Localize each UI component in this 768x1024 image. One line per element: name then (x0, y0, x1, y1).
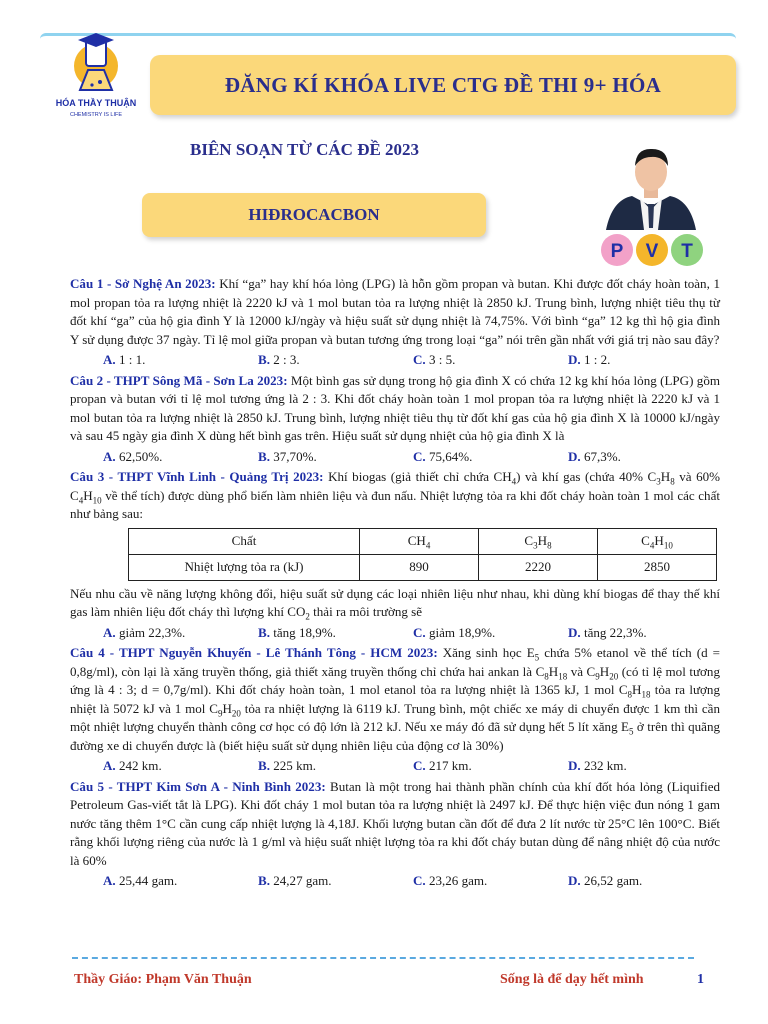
subtitle: BIÊN SOẠN TỪ CÁC ĐỀ 2023 (190, 140, 420, 159)
footer-motto: Sống là để dạy hết mình (500, 972, 644, 987)
table-cell: 890 (360, 554, 479, 580)
question-5-body: Butan là một trong hai thành phần chính của khí đốt hóa lỏng (Liquified Petroleum Gas-viết tắt là LPG). Khi đốt cháy 1 mol butan tỏa ra lượng nhiệt là 2497 kJ. Để thực hiện việc đun nóng 1 gam nước tăng thêm 1°C cần cung cấp nhiệt lượng là 4,18J. Khối lượng butan cần đốt để đưa 2 lít nước từ 25°C lên 100°C. Biết rằng khối lượng riêng của nước là 1 g/ml và hiệu suất nhiệt lượng tỏa ra khi đốt cháy butan dùng để nâng nhiệt độ của nước là 60% (70, 778, 721, 868)
question-2-options (70, 448, 720, 467)
option-d[interactable]: D. 1 : 2. (568, 352, 611, 367)
topic-banner (142, 193, 486, 237)
table-cell: 2850 (598, 554, 717, 580)
table-header-c4h10: $C_4H_{10}$ (598, 528, 717, 554)
table-header-c3h8: $C_3H_8$ (479, 528, 598, 554)
footer-teacher: Thầy Giáo: Phạm Văn Thuận (74, 972, 252, 987)
header-rule (40, 33, 736, 46)
option-c[interactable]: C. giảm 18,9%. (413, 624, 496, 640)
option-c[interactable]: C. 23,26 gam. (413, 873, 488, 888)
option-b[interactable]: B. tăng 18,9%. (258, 624, 336, 640)
course-banner (150, 55, 736, 115)
option-a[interactable]: A. 242 km. (103, 758, 162, 773)
question-2-heading: Câu 2 - THPT Sông Mã - Sơn La 2023: (70, 372, 288, 388)
option-b[interactable]: B. 24,27 gam. (258, 873, 332, 888)
question-4-options (70, 757, 720, 776)
question-2 (70, 372, 720, 446)
teacher-portrait-icon (602, 140, 700, 230)
footer-divider (72, 957, 694, 959)
logo-text: HÓA THẦY THUẬN (55, 98, 137, 108)
question-1-options (70, 351, 720, 370)
option-c[interactable]: C. 3 : 5. (413, 352, 456, 367)
question-5-heading: Câu 5 - THPT Kim Sơn A - Ninh Bình 2023: (70, 778, 326, 794)
option-a[interactable]: A. giảm 22,3%. (103, 624, 186, 640)
option-c[interactable]: C. 217 km. (413, 758, 472, 773)
table-cell: 2220 (479, 554, 598, 580)
questions (70, 275, 720, 893)
banner-text: ĐĂNG KÍ KHÓA LIVE CTG ĐỀ THI 9+ HÓA (224, 72, 662, 97)
option-b[interactable]: B. 2 : 3. (258, 352, 300, 367)
question-3-continuation: Nếu nhu cầu về năng lượng không đổi, hiệu suất sử dụng các loại nhiên liệu như nhau, khi dùng khí biogas để thay thế khí gas làm nhiên liệu đốt cháy thì lượng khí $CO_2$ thải ra môi trường sẽ (70, 585, 720, 622)
table-header-ch4: $CH_4$ (360, 528, 479, 554)
badge-p: P (610, 241, 624, 262)
question-3: Câu 3 - THPT Vĩnh Linh - Quảng Trị 2023: Khí biogas (giả thiết chỉ chứa $CH_4$) và khí gas (chứa 40% $C_3H_8$ và 60% $C_4H_{10}$ về thể tích) được dùng phổ biến làm nhiên liệu và đun nấu. Nhiệt lượng tỏa ra khi đốt cháy hoàn toàn 1 mol các chất như bảng sau: (70, 469, 720, 521)
question-5 (70, 778, 720, 871)
option-c[interactable]: C. 75,64%. (413, 448, 473, 464)
logo-icon (48, 30, 144, 122)
question-3-options (70, 624, 720, 643)
table-row-label: Nhiệt lượng tỏa ra (kJ) (129, 554, 360, 580)
question-2-body: Một bình gas sử dụng trong hộ gia đình X có chứa 12 kg khí hóa lỏng (LPG) gồm propan và butan với tỉ lệ mol tương ứng là 2 : 3. Khi đốt cháy hoàn toàn 1 mol propan tỏa ra lượng nhiệt là 2220 kJ và 1 mol butan tỏa ra lượng nhiệt là 2850 kJ. Trung bình, lượng nhiệt tiêu thụ từ đốt khí gas của hộ gia đình X là 10000 kJ/ngày và sau 45 ngày gia đình X dùng hết bình gas trên. Hiệu suất sử dụng nhiệt của hộ gia đình X là (70, 372, 721, 443)
badge-v: V (645, 241, 659, 262)
option-d[interactable]: D. tăng 22,3%. (568, 624, 647, 640)
question-1-body: Khí “ga” hay khí hóa lỏng (LPG) là hỗn gồm propan và butan. Khi được đốt cháy hoàn toàn, 1 mol propan tỏa ra lượng nhiệt là 2220 kJ và 1 mol butan tỏa ra lượng nhiệt là 2850 kJ. Trung bình, lượng nhiệt tiêu thụ từ đốt khí “ga” của hộ gia đình Y là 12000 kJ/ngày và hiệu suất sử dụng nhiệt là 74,75%. Với bình “ga” 12 kg thì hộ gia đình Y sử dụng được 37 ngày. Tỉ lệ mol giữa propan và butan tương ứng trong loại “ga” nói trên gần nhất với giá trị nào sau đây? (70, 276, 720, 347)
badge-t: T (681, 241, 693, 262)
question-3-heading: Câu 3 - THPT Vĩnh Linh - Quảng Trị 2023: (70, 469, 324, 484)
question-5-options (70, 872, 720, 891)
question-4: Câu 4 - THPT Nguyễn Khuyến - Lê Thánh Tông - HCM 2023: Xăng sinh học $E_5$ chứa 5% etanol về thể tích (d = 0,8g/ml), còn lại là xăng truyền thống, giả thiết xăng truyền thống chỉ chứa hai ankan là $C_8H_{18}$ và $C_9H_{20}$ (có tỉ lệ mol tương ứng là 4 : 3; d = 0,7g/ml). Khi đốt cháy hoàn toàn, 1 mol etanol tỏa ra lượng nhiệt là 1365 kJ, 1 mol $C_8H_{18}$ tỏa ra lượng nhiệt là 5072 kJ và 1 mol $C_9H_{20}$ tỏa ra nhiệt lượng là 6119 kJ. Trung bình, một chiếc xe máy di chuyển được 1 km thì cần một nhiệt lượng chuyển thành công cơ học có độ lớn là 212 kJ. Nếu xe máy đó đã sử dụng hết 5 lít xăng $E_5$ ở trên thì quãng đường xe di chuyển được là (biết hiệu suất sử dụng nhiên liệu của động cơ là 30%) (70, 645, 721, 753)
option-a[interactable]: A. 25,44 gam. (103, 873, 178, 888)
option-d[interactable]: D. 67,3%. (568, 448, 621, 464)
option-b[interactable]: B. 225 km. (258, 758, 316, 773)
question-4-heading: Câu 4 - THPT Nguyễn Khuyến - Lê Thánh Tông - HCM 2023: (70, 645, 438, 660)
heat-table (128, 528, 717, 581)
option-b[interactable]: B. 37,70%. (258, 448, 317, 464)
question-1-heading: Câu 1 - Sở Nghệ An 2023: (70, 276, 216, 291)
option-d[interactable]: D. 232 km. (568, 758, 627, 773)
table-header-label: Chất (129, 528, 360, 554)
logo-tagline: CHEMISTRY IS LIFE (69, 112, 123, 118)
pvt-badges (600, 231, 704, 269)
topic-title: HIĐROCACBON (248, 205, 380, 224)
option-a[interactable]: A. 1 : 1. (103, 352, 146, 367)
option-d[interactable]: D. 26,52 gam. (568, 873, 643, 888)
table-row (129, 554, 717, 580)
page-number: 1 (697, 972, 704, 987)
question-1 (70, 275, 720, 349)
table-row (129, 528, 717, 554)
option-a[interactable]: A. 62,50%. (103, 448, 163, 464)
